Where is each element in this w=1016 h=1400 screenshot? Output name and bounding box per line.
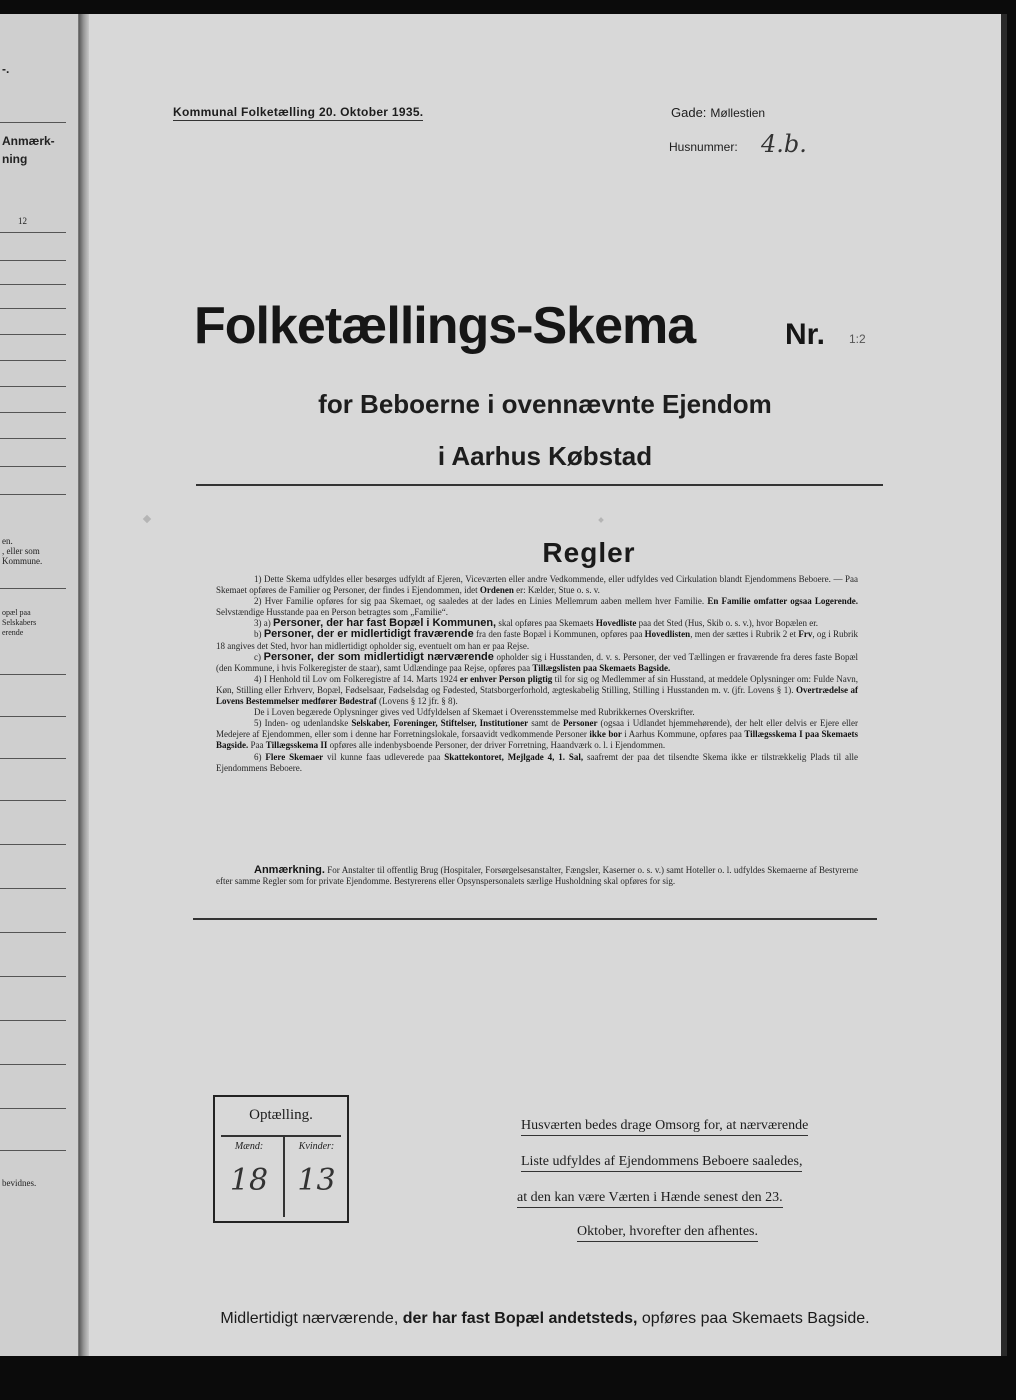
rule-6: 6) Flere Skemaer vil kunne faas udleverede paa Skattekontoret, Mejlgade 4, 1. Sal, saafremt der paa det tilsendte Skema ikke er tilstrækkelig Plads til alle Ejendommens Beboere. <box>216 751 859 773</box>
left-rule <box>0 758 66 759</box>
left-rule <box>0 674 66 675</box>
left-rule <box>0 334 66 335</box>
left-rule <box>0 308 66 309</box>
divider <box>193 918 877 920</box>
left-rule <box>0 588 66 589</box>
page-edge <box>1001 14 1007 1356</box>
count-box <box>213 1095 349 1223</box>
left-snippet-3: bevidnes. <box>2 1178 37 1188</box>
left-rule <box>0 386 66 387</box>
rule-3a: 3) a) Personer, der har fast Bopæl i Kommunen, skal opføres paa Skemaets Hovedliste paa det Sted (Hus, Skib o. s. v.), hvor Bopælen er. <box>254 617 818 630</box>
rule-2: 2) Hver Familie opføres for sig paa Skemaet, og saaledes at der lades en Linies Mellemrum aaben mellem hver Familie. En Familie omfatter ogsaa Logerende. Selvstændige Husstande paa en Person betragtes som „Familie“. <box>216 596 858 618</box>
left-rule <box>0 466 66 467</box>
paper-speck <box>143 515 151 523</box>
census-header: Kommunal Folketælling 20. Oktober 1935. <box>173 105 424 119</box>
street-value: Møllestien <box>710 106 766 120</box>
left-rule <box>0 844 66 845</box>
rules-heading: Regler <box>542 537 636 568</box>
left-rule <box>0 122 66 123</box>
left-snippet-1: en. , eller som Kommune. <box>2 536 43 566</box>
rule-4: 4) I Henhold til Lov om Folkeregistre af 14. Marts 1924 er enhver Person pligtig til for sig og Medlemmer af sin Husstand, at meddele Oplysninger om: Fulde Navn, Køn, Stilling eller Erhverv, Bopæl, Fødselsaar, Fødselsdag og Fødested, Statsborgerforhold, ægteskabelig Stilling, Stilling i Husstanden m. v. (jfr. Lovens § 1). Overtrædelse af Lovens Bestemmelser medfører Bødestraf (Lovens § 12 jfr. § 8). <box>216 673 859 707</box>
left-rule <box>0 412 66 413</box>
women-label: Kvinder: <box>298 1141 335 1152</box>
left-rule <box>0 260 66 261</box>
left-rule <box>0 360 66 361</box>
notice-line-4: Oktober, hvorefter den afhentes. <box>577 1224 758 1242</box>
left-remark-heading: Anmærk- ning <box>2 134 55 166</box>
notice-line-2: Liste udfyldes af Ejendommens Beboere saaledes, <box>521 1154 802 1172</box>
form-number-label: Nr. <box>785 318 826 351</box>
footer-note: Midlertidigt nærværende, der har fast Bopæl andetsteds, opføres paa Skemaets Bagside. <box>220 1310 870 1327</box>
rule-5: 5) Inden- og udenlandske Selskaber, Foreninger, Stiftelser, Institutioner samt de Personer (ogsaa i Udlandet hjemmehørende), der helt eller delvis er Ejere eller Medejere af Ejendommen, eller som i denne har Forretningslokale, forsaavidt vedkommende Personer ikke bor i Aarhus Kommune, opføres paa Tillægsskema I paa Skemaets Bagside. Paa Tillægsskema II opføres alle indenbysboende Personer, der driver Forretning, Haandværk o. l. i Ejendommen. <box>216 718 859 751</box>
count-box-divider <box>221 1135 341 1137</box>
left-top-mark: -. <box>2 62 10 76</box>
form-number-value: 1:2 <box>849 332 866 346</box>
men-label: Mænd: <box>234 1141 264 1152</box>
remark-text: For Anstalter til offentlig Brug (Hospitaler, Forsørgelsesanstalter, Fængsler, Kaserner o. s. v.) samt Hoteller o. l. udfyldes Skemaerne af Bestyrerne efter samme Regler som for private Ejendomme. Bestyrerens eller Opsynspersonalets særlige Husholdning skal opføres for sig. <box>216 865 858 886</box>
left-column-number: 12 <box>18 216 27 226</box>
notice-line-3: at den kan være Værten i Hænde senest den 23. <box>517 1190 783 1208</box>
rule-1: 1) Dette Skema udfyldes eller besørges udfyldt af Ejeren, Viceværten eller andre Vedkommende, eller udfyldes ved Cirkulation blandt Ejendommens Beboere. — Paa Skemaet opføres de Familier og Personer, der findes i Ejendommen, idet Ordenen er: Kælder, Stue o. s. v. <box>216 574 858 596</box>
left-rule <box>0 888 66 889</box>
left-rule <box>0 716 66 717</box>
left-rule <box>0 800 66 801</box>
left-rule <box>0 438 66 439</box>
street-field <box>671 105 765 120</box>
form-title: Folketællings-Skema <box>194 297 696 355</box>
left-rule <box>0 1150 66 1151</box>
count-box-title: Optælling. <box>249 1107 313 1123</box>
rules-body <box>216 574 858 774</box>
left-rule <box>0 976 66 977</box>
remark-section <box>216 865 858 887</box>
left-rule <box>0 232 66 233</box>
house-number-label: Husnummer: <box>669 140 738 154</box>
women-count: 13 <box>297 1163 336 1198</box>
census-form-page <box>89 14 1001 1356</box>
left-rule <box>0 1108 66 1109</box>
previous-page-strip <box>0 14 79 1356</box>
men-count: 18 <box>229 1163 269 1198</box>
left-rule <box>0 1064 66 1065</box>
form-subtitle-2: i Aarhus Købstad <box>437 441 653 471</box>
rule-4-extra: De i Loven begærede Oplysninger gives ved Udfyldelsen af Skemaet i Overensstemmelse med Rubrikkernes Overskrifter. <box>254 707 695 718</box>
divider <box>196 484 883 486</box>
binding-gutter <box>79 14 89 1356</box>
remark-heading: Anmærkning. <box>254 864 325 876</box>
paper-speck <box>598 517 604 523</box>
street-label: Gade: <box>671 105 707 120</box>
left-rule <box>0 284 66 285</box>
left-snippet-2: opæl paa Selskabers erende <box>2 608 37 637</box>
notice-line-1: Husværten bedes drage Omsorg for, at nærværende <box>521 1118 808 1136</box>
form-subtitle-1: for Beboerne i ovennævnte Ejendom <box>318 389 772 419</box>
left-rule <box>0 494 66 495</box>
rule-3c: c) Personer, der som midlertidigt nærværende opholder sig i Husstanden, d. v. s. Personer, der ved Tællingen er fraværende fra deres faste Bopæl (den Kommune, i hvis Folkeregister de staar), samt Udlændinge paa Rejse, opføres paa Tillægslisten paa Skemaets Bagside. <box>216 650 859 673</box>
house-number-value: 4.b. <box>761 130 807 158</box>
left-rule <box>0 1020 66 1021</box>
rule-3b: b) Personer, der er midlertidigt fraværende fra den faste Bopæl i Kommunen, opføres paa Hovedlisten, men der sættes i Rubrik 2 et Frv, og i Rubrik 18 angives det Sted, hvor han midlertidigt opholder sig, eventuelt om han er paa Rejse. <box>216 628 859 651</box>
left-rule <box>0 932 66 933</box>
